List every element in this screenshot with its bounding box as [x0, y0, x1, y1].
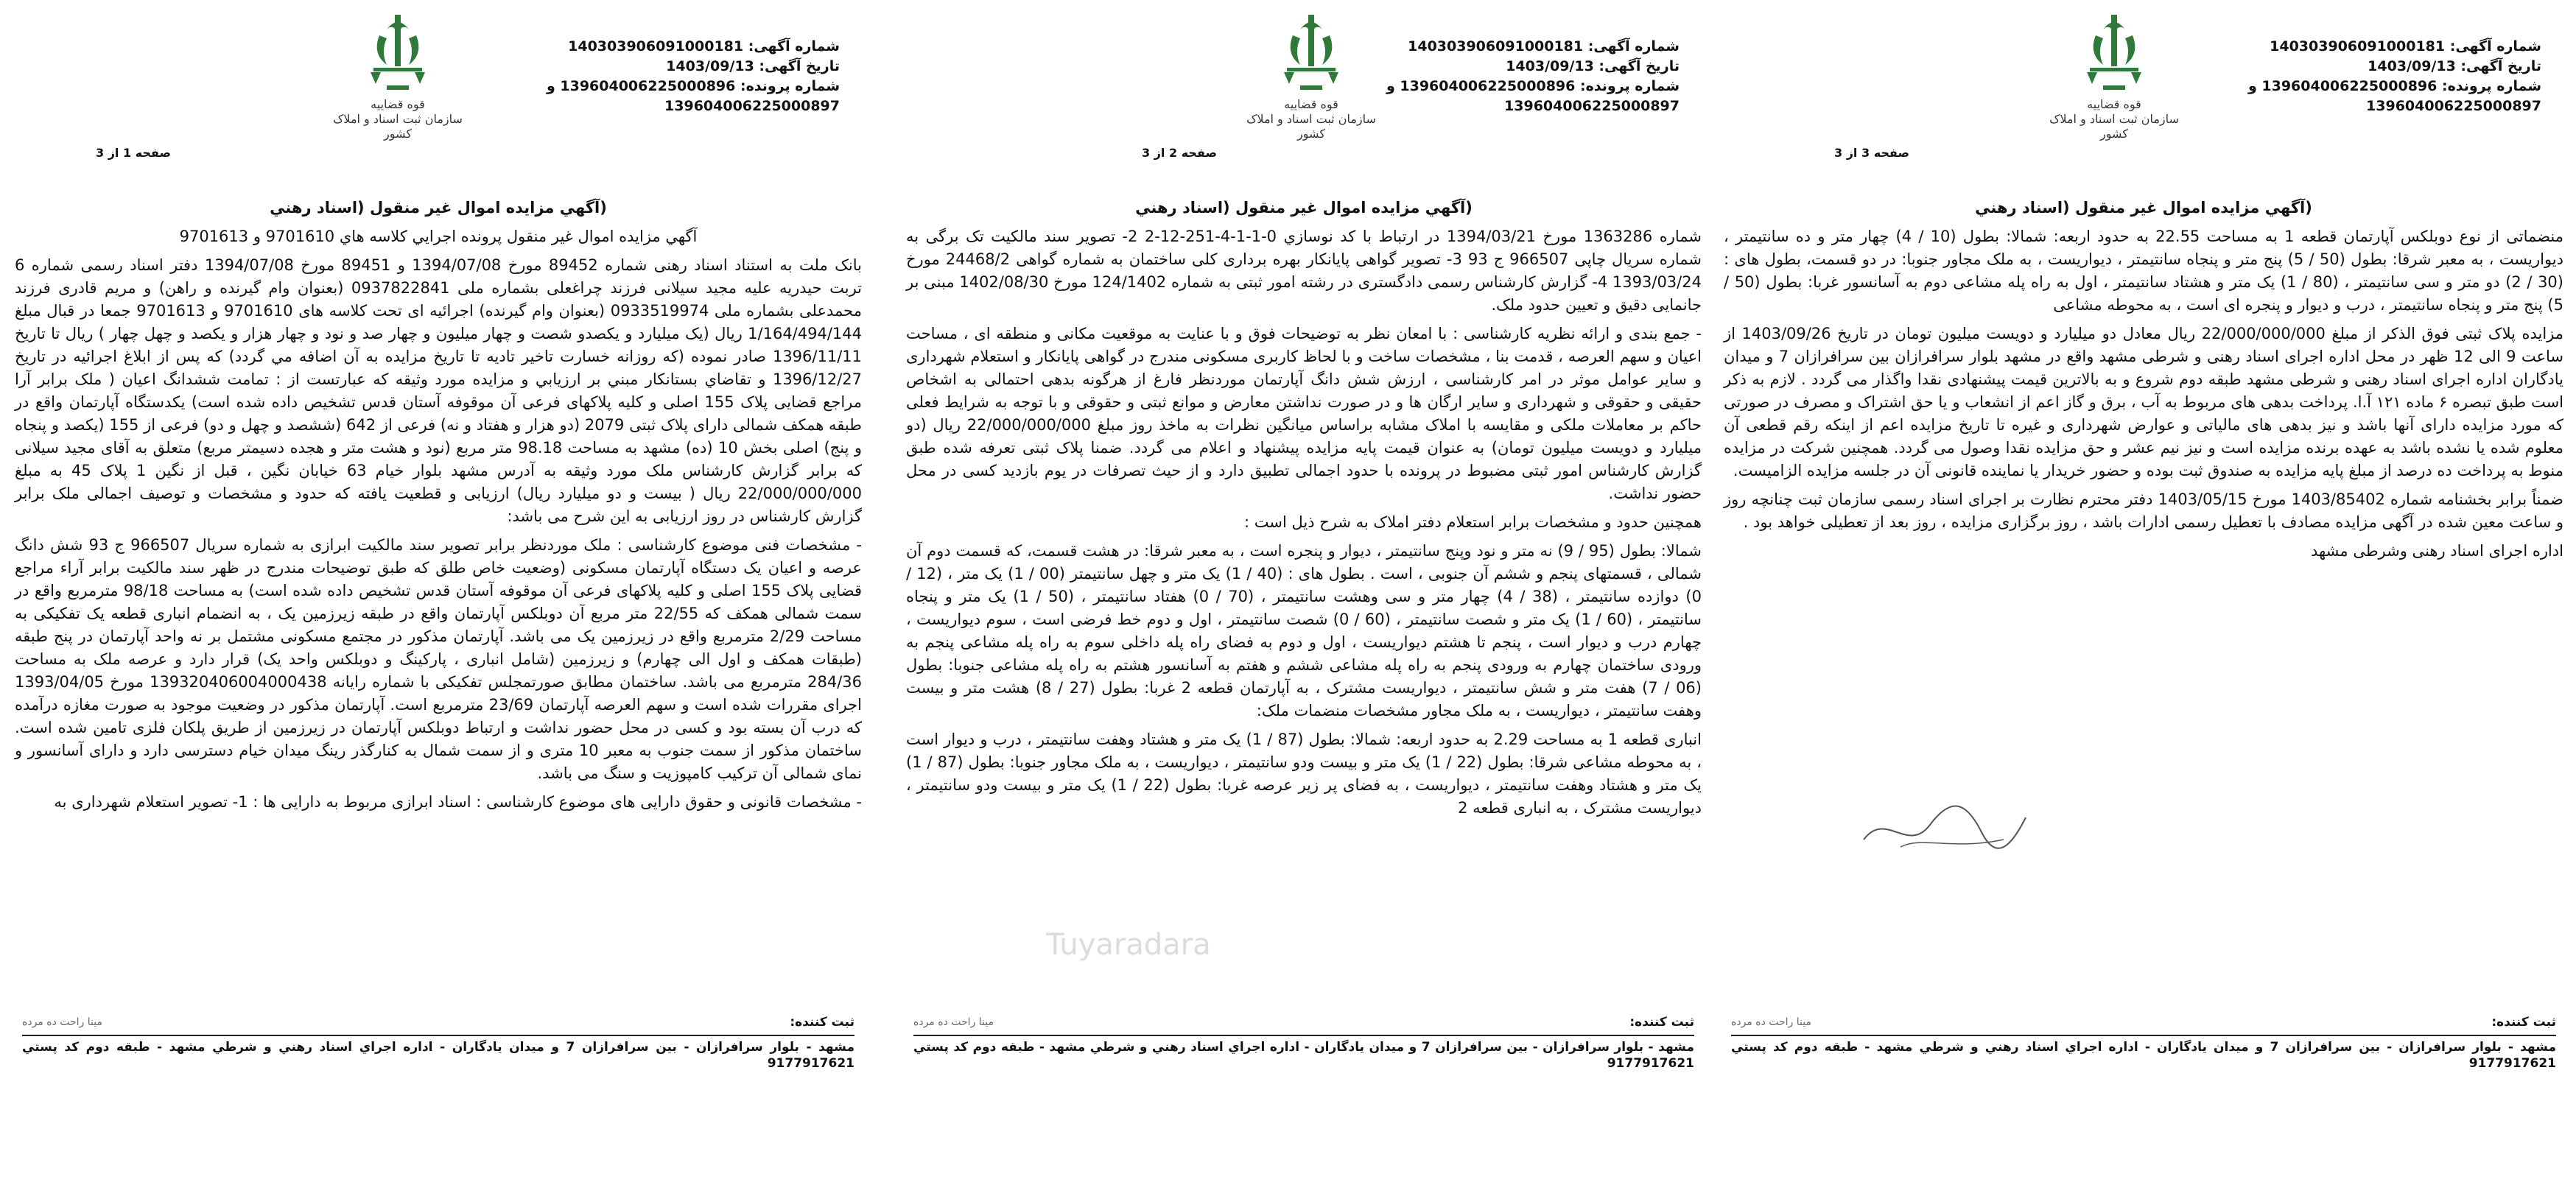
footer-divider: [22, 1035, 854, 1036]
ad-number-row: شماره آگهی: 140303906091000181: [1408, 38, 1680, 54]
notice-body: [1724, 225, 2563, 563]
page-header: [1724, 0, 2563, 184]
handwritten-signature-icon: [1856, 795, 2033, 862]
ad-number-row: شماره آگهی: 140303906091000181: [568, 38, 840, 54]
issuing-office: اداره اجرای اسناد رهنی وشرطی مشهد: [2310, 542, 2563, 560]
notice-page-3: [1724, 0, 2563, 1182]
registrar-row: ثبت کننده: مینا راحت ده مرده: [1731, 1015, 2556, 1030]
footer-address: مشهد - بلوار سرافرازان - بين سرافرازان 7 و ميدان يادگاران - اداره اجراي اسناد رهني و شرطي مشهد - طبقه دوم كد پستي 9177917621: [1731, 1040, 2556, 1071]
paragraph: همچنين حدود و مشخصات برابر استعلام دفتر املاک به شرح ذيل است :: [1243, 513, 1702, 531]
case-number-row: شماره پرونده: 139604006225000896 و: [1386, 78, 1680, 94]
case-number-row-2: 139604006225000897: [1504, 98, 1680, 114]
judiciary-emblem: [2040, 13, 2188, 153]
paragraph: - مشخصات فنی موضوع کارشناسی : ملک موردنظر برابر تصویر سند مالکیت ابرازی به شماره سریال 966507 ج 93 شش دانگ عرصه و اعیان یک دستگاه آپارتمان مسکونی (وضعیت خاص طلق که طبق توضیحات مندرج در ظهر سند مالکیت برابر آراء مراجع قضایی پلاک 155 اصلی و کلیه پلاکهای فرعی آن موقوفه آستان قدس تشخیص داده شده است) به مساحت 98/18 مترمربع واقع در سمت شمالی همکف که 22/55 متر مربع آن دوبلکس آپارتمان واقع در طبقه زیرزمین یک ، به انضمام انباری قطعه یک تفکیکی به مساحت 2/29 مترمربع واقع در زیرزمین یک می باشد. آپارتمان مذکور در مجتمع مسکونی مشتمل بر نه واحد آپارتمان در پنج طبقه (طبقات همکف و اول الی چهارم) و زیرزمین (شامل انباری ، پارکینگ و دوبلکس واحد یک) قرار دارد و عرصه ملک به مساحت 284/36 مترمربع می باشد. ساختمان مطابق صورتمجلس تفکیکی با شماره رایانه 139320406004000438 مورخ 1393/04/05 اجرای مقررات شده است و سهم العرصه آپارتمان 23/69 مترمربع است. آپارتمان مذکور در وضعیت موجود به صورت مغازه درآمده که درب آن بسته بود و کسی در محل حضور نداشت و ارتباط دوبلکس آپارتمان در زیرزمین از طریق پلکان فلزی تامین شده است. ساختمان مذکور از سمت جنوب به معبر 10 متری و از سمت شمال به کنارگذر رینگ میدان خیام دسترسی دارد و دارای آسانسور و نمای شمالی آن ترکیب کامپوزیت و سنگ می باشد.: [15, 536, 863, 782]
page-footer: [22, 1014, 854, 1072]
header-info: [545, 37, 840, 116]
org-name: قوه قضاییه سازمان ثبت اسناد و املاک کشور: [2049, 97, 2179, 141]
registrar-row: ثبت کننده: مینا راحت ده مرده: [913, 1015, 1694, 1030]
case-number-row: شماره پرونده: 139604006225000896 و: [546, 78, 840, 94]
iran-judiciary-emblem-icon: [1278, 13, 1344, 94]
page-number: صفحه 2 از 3: [1142, 146, 1217, 160]
case-number-row-2: 139604006225000897: [664, 98, 840, 114]
page-header: [906, 0, 1702, 184]
notice-page-2: [906, 0, 1702, 1182]
paragraph: ضمناً برابر بخشنامه شماره 1403/85402 مورخ 1403/05/15 دفتر محترم نظارت بر اجرای اسناد رسمی سازمان ثبت چنانچه روز و ساعت معین شده در آگهی مزایده مصادف با تعطیل رسمی ادارات باشد ، روز برگزاری مزایده ، روز بعد از تعطیلی خواهد بود .: [1724, 490, 2563, 531]
footer-divider: [913, 1035, 1694, 1036]
notice-subtitle: آگهي مزايده اموال غير منقول پرونده اجرايي كلاسه هاي 9701610 و 9701613: [179, 228, 698, 245]
org-name: قوه قضاییه سازمان ثبت اسناد و املاک کشور: [333, 97, 463, 141]
paragraph: منضماتی از نوع دوبلکس آپارتمان قطعه 1 به مساحت 22.55 به حدود اربعه: شمالا: بطول (10 / 4) چهار متر و ده سانتیمتر ، دیواریست ، به معبر شرقا: بطول (50 / 5) پنج متر و پنجاه سانتیمتر ، دیواریست ، به ملک مجاور جنوبا: در دو قسمت، بطول های : (30 / 2) دو متر و سی سانتیمتر ، (80 / 1) یک متر و هشتاد سانتیمتر ، اول به راه پله مشاعی دوم به آسانسور غربا: بطول (50 / 5) پنج متر و پنجاه سانتیمتر ، درب و دیوار و پنجره ای است ، به محوطه مشاعی: [1724, 228, 2563, 314]
page-header: [15, 0, 862, 184]
page-number: صفحه 1 از 3: [96, 146, 171, 160]
paragraph: - مشخصات قانونی و حقوق دارایی های موضوع کارشناسی : اسناد ابرازی مربوط به دارایی ها : 1- تصویر استعلام شهرداری به: [54, 793, 862, 811]
paragraph: شماره 1363286 مورخ 1394/03/21 در ارتباط با كد نوسازي 0-1-1-4-251-12-2 2- تصوير سند مالكيت تک برگی به شماره سریال چاپی 966507 ج 93 3- تصویر گواهی پایانکار بهره برداری کلی ساختمان به شماره گواهی 24468/2 مورخ 1393/03/24 4- گزارش کارشناس رسمی دادگستری در رشته امور ثبتی به شماره 124/1402 مورخ 1402/08/30 مبنی بر جانمایی دقیق و تعیین حدود ملک.: [906, 228, 1702, 314]
notice-body: [15, 225, 862, 814]
ad-date-row: تاریخ آگهی: 1403/09/13: [666, 58, 840, 74]
judiciary-emblem: [324, 13, 471, 153]
page-number: صفحه 3 از 3: [1834, 146, 1909, 160]
notice-title: (آگهي مزايده اموال غير منقول (اسناد رهني: [1135, 199, 1473, 217]
iran-judiciary-emblem-icon: [365, 13, 431, 94]
ad-date-row: تاریخ آگهی: 1403/09/13: [2368, 58, 2541, 74]
paragraph: - جمع بندی و ارائه نظریه کارشناسی : با امعان نظر به توضیحات فوق و با عنایت به موقعیت مکانی و منطقه ای ، مساحت اعیان و سهم العرصه ، قدمت بنا ، مشخصات ساخت و با لحاظ کاربری مسکونی مندرج در گواهی پایانکار و استعلام شهرداری و سایر عوامل موثر در امر کارشناسی ، ارزش شش دانگ آپارتمان موردنظر فارغ از هرگونه بدهی احتمالی به اشخاص حقیقی و حقوقی و شهرداری و سایر ارگان ها و در صورت نداشتن معارض و موانع ثبتی و حقوقی و با توجه به شرایط فعلی حاکم بر معاملات ملکی و مقایسه با املاک مشابه براساس میانگین نظرات به ماخذ روز مبلغ 22/000/000/000 ریال (دو میلیارد و دویست میلیون تومان) به عنوان قیمت پایه مزایده پیشنهاد و اعلام می گردد. ضمنا پلاک ثبتی تعرفه شده طبق گزارش کارشناس امور ثبتی مضبوط در پرونده با حدود اجمالی تطبیق دارد و از حیث تصرفات در یوم بازدید کسی در محل حضور نداشت.: [906, 325, 1702, 502]
notice-title: (آگهي مزايده اموال غير منقول (اسناد رهني: [270, 199, 607, 217]
paragraph: انباری قطعه 1 به مساحت 2.29 به حدود اربعه: شمالا: بطول (87 / 1) یک متر و هشتاد وهفت سانتیمتر ، درب و دیوار است ، به محوطه مشاعی شرقا: بطول (22 / 1) یک متر و بیست ودو سانتیمتر ، دیواریست ، به ملک مجاور جنوبا: بطول (87 / 1) یک متر و هشتاد وهفت سانتیمتر ، دیواریست ، به فضای پر زیر عرصه غربا: بطول (22 / 1) یک متر و بیست ودو سانتیمتر ، دیواریست مشترک ، به انباری قطعه 2: [906, 731, 1702, 817]
notice-title: (آگهي مزايده اموال غير منقول (اسناد رهني: [1975, 199, 2312, 217]
header-info: [2247, 37, 2541, 116]
case-number-row-2: 139604006225000897: [2366, 98, 2541, 114]
judiciary-emblem: [1238, 13, 1385, 153]
iran-judiciary-emblem-icon: [2081, 13, 2147, 94]
paragraph: بانک ملت به استناد اسناد رهنی شماره 89452 مورخ 1394/07/08 و 89451 مورخ 1394/07/08 دفتر اسناد رسمی شماره 6 تربت حیدریه علیه مجید سیلانی فرزند چراغعلی بشماره ملی 0937822841 (بعنوان وام گیرنده و راهن) و مریم قادری فرزند محمدعلی بشماره ملی 0933519974 (بعنوان وام گیرنده) اجرائیه ای تحت کلاسه های 9701610 و 9701613 جمعا در قبال مبلغ 1/164/494/144 ریال (یک میلیارد و یکصدو شصت و چهار میلیون و چهار صد و نود و چهار هزار و یکصد و چهل چهار ) ریال تا تاریخ 1396/11/11 صادر نموده (که روزانه خسارت تاخير تاديه تا تاريخ مزايده به آن اضافه مي گردد) كه پس از ابلاغ اجرائيه در تاريخ 1396/12/27 و تقاضاي بستانكار مبني بر ارزيابي و مزايده مورد وثيقه كه عبارتست از : تمامت ششدانگ اعيان ( ملک برابر آرا مراجع قضایی پلاک 155 اصلی و کلیه پلاکهای فرعی آن موقوفه آستان قدس تشخیص داده شده است) یکدستگاه آپارتمان واقع در طبقه همکف شمالی دارای پلاک ثبتی 2079 (دو هزار و هفتاد و نه) فرعی از 642 (ششصد و چهل و دو) فرعی از 155 (یکصد و پنجاه و پنج) اصلی بخش 10 (ده) مشهد به مساحت 98.18 متر مربع (نود و هشت متر و هجده دسیمتر مربع) متعلق به آقای مجید سیلانی که برابر گزارش کارشناس ملک مورد وثيقه به آدرس مشهد بلوار خيام 63 خيابان نگين ، قبل از نگين 1 پلاک 45 به مبلغ 22/000/000/000 ريال ( بيست و دو ميليارد ريال) ارزيابی و قطعيت يافته كه حدود و مشخصات و توصيف اجمالی ملک برابر گزارش كارشناس در روز ارزيابی به اين شرح می باشد:: [15, 256, 863, 525]
page-footer: [1731, 1014, 2556, 1072]
watermark: Tuyaradara: [1046, 928, 1211, 962]
paragraph: شمالا: بطول (95 / 9) نه متر و نود وپنج سانتیمتر ، دیوار و پنجره است ، به معبر شرقا: در هشت قسمت، که قسمت دوم آن شمالی ، قسمتهای پنجم و ششم آن جنوبی ، است . بطول های : (40 / 1) یک متر و چهل سانتیمتر (00 / 1) یک متر ، (12 / 0) دوازده سانتیمتر ، (38 / 4) چهار متر و سی وهشت سانتیمتر ، (70 / 0) هفتاد سانتیمتر ، (50 / 1) یک متر و پنجاه سانتیمتر ، (60 / 1) یک متر و شصت سانتیمتر ، (60 / 0) شصت سانتیمتر ، اول و دوم خط فرضی است ، سوم دیواریست ، چهارم درب و دیوار است ، پنجم تا هشتم دیواریست ، اول و دوم به فضای راه پله داخلی سوم به راه پله مشاعی پنجم به ورودی ساختمان چهارم به ورودی پنجم به راه پله مشاعی ششم و هفتم به آسانسور هشتم به راه پله مشاعی جنوبا: بطول (06 / 7) هفت متر و شش سانتیمتر ، دیواریست مشترک ، به آپارتمان قطعه 2 غربا: بطول (27 / 8) هشت متر و بیست وهفت سانتیمتر ، دیواریست ، به ملک مجاور مشخصات منضمات ملک:: [906, 542, 1702, 720]
ad-number-row: شماره آگهی: 140303906091000181: [2270, 38, 2541, 54]
ad-date-row: تاریخ آگهی: 1403/09/13: [1506, 58, 1680, 74]
footer-address: مشهد - بلوار سرافرازان - بين سرافرازان 7 و ميدان يادگاران - اداره اجراي اسناد رهني و شرطي مشهد - طبقه دوم كد پستي 9177917621: [22, 1040, 854, 1071]
notice-page-1: [15, 0, 862, 1182]
case-number-row: شماره پرونده: 139604006225000896 و: [2247, 78, 2541, 94]
footer-address: مشهد - بلوار سرافرازان - بين سرافرازان 7 و ميدان يادگاران - اداره اجراي اسناد رهني و شرطي مشهد - طبقه دوم كد پستي 9177917621: [913, 1040, 1694, 1071]
page-footer: [913, 1014, 1694, 1072]
registrar-row: ثبت کننده: مینا راحت ده مرده: [22, 1015, 854, 1030]
notice-body: [906, 225, 1702, 820]
org-name: قوه قضاییه سازمان ثبت اسناد و املاک کشور: [1246, 97, 1376, 141]
footer-divider: [1731, 1035, 2556, 1036]
paragraph: مزایده پلاک ثبتی فوق الذکر از مبلغ 22/000/000/000 ریال معادل دو میلیارد و دویست میلیون تومان در تاریخ 1403/09/26 از ساعت 9 الی 12 ظهر در محل اداره اجرای اسناد رهنی و شرطی مشهد واقع در مشهد بلوار سرافرازان بین سرافرازان 7 و میدان یادگاران اداره اجرای اسناد رهنی و شرطی مشهد طبقه دوم شروع و به بالاترین قیمت پیشنهادی نقدا واگذار می گردد . لازم به ذکر است طبق تبصره ۶ ماده ۱۲۱ آ.ا. پرداخت بدهی های مربوط به آب ، برق و گاز اعم از انشعاب و یا حق اشتراک و مصرف در صورتی که مورد مزایده دارای آنها باشد و نیز بدهی های مالیاتی و عوارض شهرداری و غیره تا تاریخ مزایده اعم از اینکه رقم قطعی آن معلوم شده یا نشده باشد به عهده برنده مزایده است و نیز نیم عشر و حق مزایده نقدا وصول می گردد. همچنین شرکت در مزایده منوط به پرداخت ده درصد از مبلغ پایه مزایده به صندوق ثبت بوده و حضور خریدار یا نماینده قانونی آن در جلسه مزایده الزامیست.: [1724, 325, 2564, 479]
header-info: [1385, 37, 1680, 116]
